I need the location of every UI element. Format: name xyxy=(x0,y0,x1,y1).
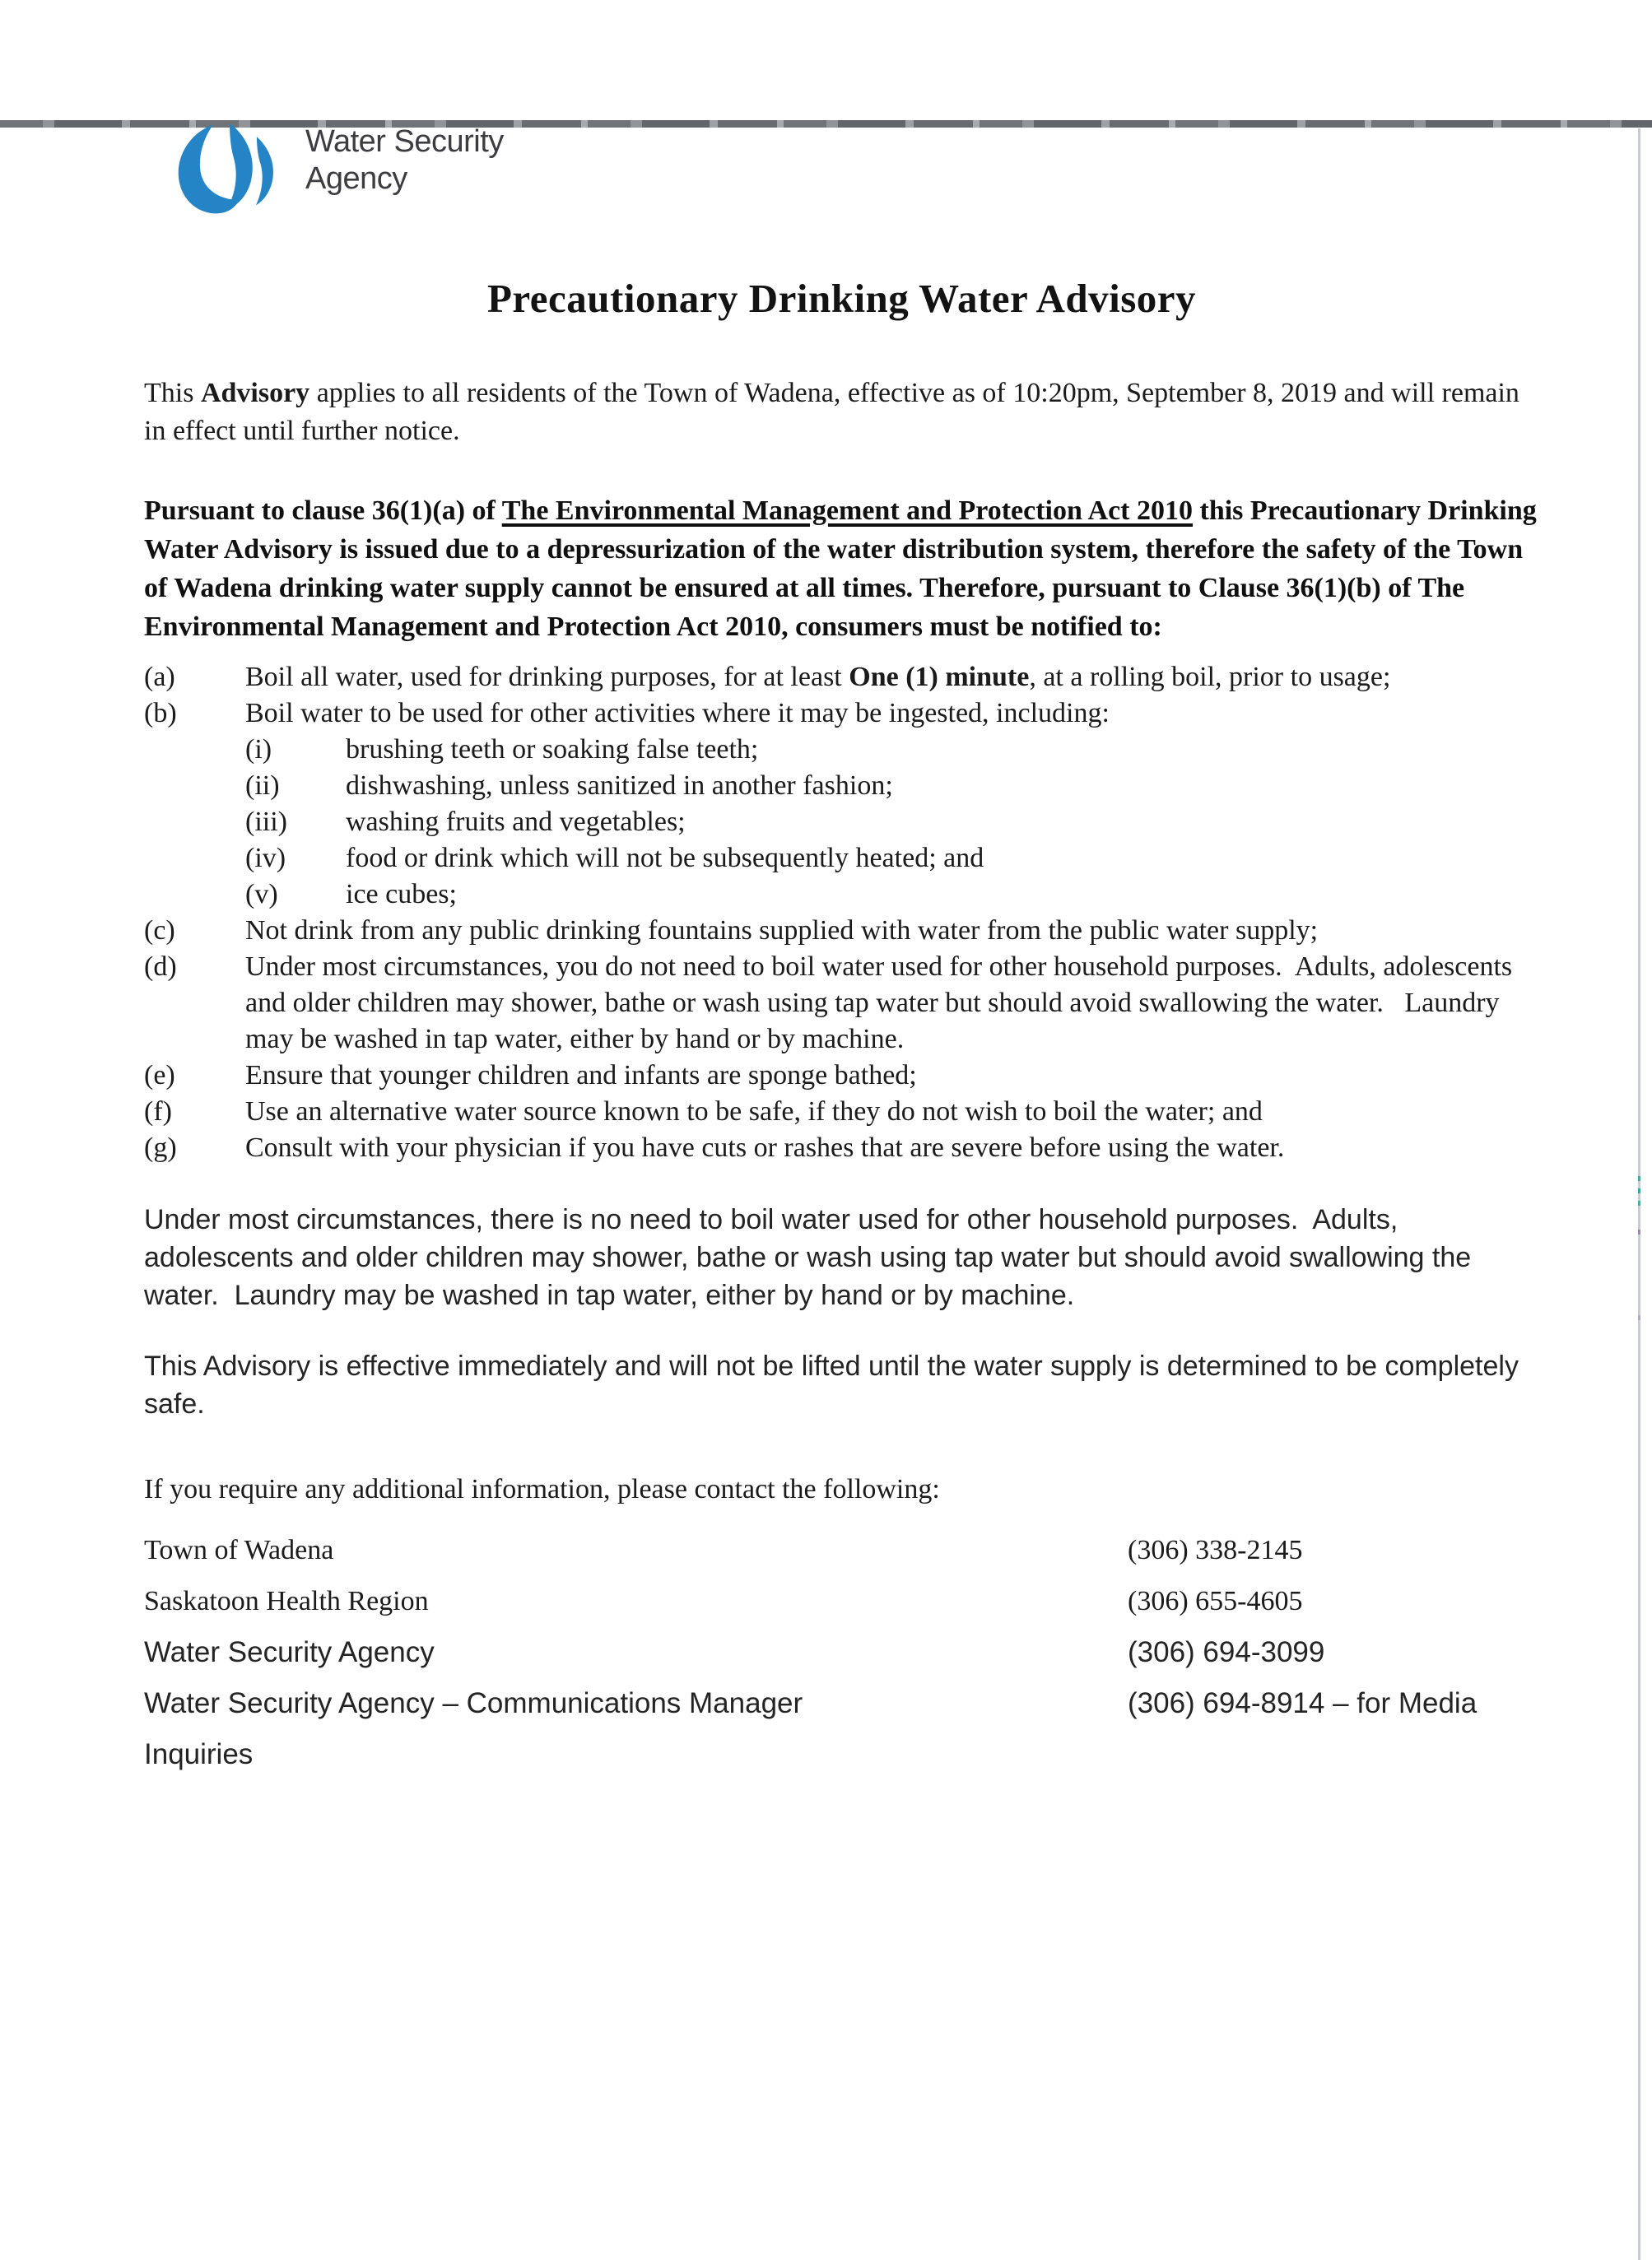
logo-wordmark xyxy=(305,123,504,198)
list-item-bold: One (1) minute xyxy=(849,662,1030,692)
list-item-c xyxy=(144,913,1539,949)
list-item-text: Not drink from any public drinking fountains supplied with water from the public water supply; xyxy=(245,915,1319,946)
list-item-d xyxy=(144,949,1539,1058)
list-marker: (c) xyxy=(144,915,175,946)
list-marker: (f) xyxy=(144,1096,172,1127)
contact-phone: (306) 694-3099 xyxy=(1128,1636,1325,1668)
sub-list-item-text: ice cubes; xyxy=(346,879,457,909)
sub-list-item-iii xyxy=(245,804,1539,840)
list-item-text xyxy=(245,659,1539,695)
list-marker: (b) xyxy=(144,698,177,728)
advisory-list xyxy=(144,659,1539,1166)
mandate-paragraph xyxy=(144,491,1539,646)
list-marker: (d) xyxy=(144,951,177,982)
sub-list-marker: (i) xyxy=(245,734,272,765)
water-droplets-icon xyxy=(167,120,292,226)
list-item-text-pre: Boil all water, used for drinking purposes, for at least xyxy=(245,662,849,692)
intro-text-post: applies to all residents of the Town of Wadena, effective as of 10:20pm, September 8, 2019 and will remain in effect until further notice. xyxy=(144,378,1519,446)
list-item-g xyxy=(144,1130,1539,1166)
contact-name: Town of Wadena xyxy=(144,1535,334,1565)
mandate-text-pre: Pursuant to clause 36(1)(a) of xyxy=(144,495,502,526)
list-marker: (g) xyxy=(144,1132,177,1163)
contact-phone: (306) 338-2145 xyxy=(1128,1535,1303,1565)
scanned-advisory-page xyxy=(0,120,1652,2260)
contact-row-saskatoon-health-region xyxy=(144,1583,1539,1621)
document-title: Precautionary Drinking Water Advisory xyxy=(486,276,1197,321)
sub-list-item-ii xyxy=(245,768,1539,804)
sub-list-item-text: washing fruits and vegetables; xyxy=(346,807,686,837)
list-item-a xyxy=(144,659,1539,695)
sub-list-marker: (ii) xyxy=(245,770,280,801)
sub-list-item-text: brushing teeth or soaking false teeth; xyxy=(346,734,759,765)
list-item-e xyxy=(144,1058,1539,1094)
effective-paragraph: This Advisory is effective immediately and will not be lifted until the water supply is determined to be completely safe. xyxy=(144,1351,1519,1420)
list-item-text: Under most circumstances, you do not need to boil water used for other household purposes. Adults, adolescents and older children may shower, bathe or wash using tap water but should avoid swallowing the water. Laundry may be washed in tap water, either by hand or by machine. xyxy=(245,951,1513,1054)
document-content xyxy=(0,120,1652,1774)
intro-text-pre: This xyxy=(144,378,201,408)
act-title-underlined: The Environmental Management and Protection Act 2010 xyxy=(501,495,1193,526)
contact-list xyxy=(144,1532,1539,1774)
contact-phone: (306) 694-8914 – for Media xyxy=(1128,1687,1477,1719)
sub-list-item-iv xyxy=(245,840,1539,877)
mandate-text-post: this Precautionary Drinking Water Advisory is issued due to a depressurization of the water distribution system, therefore the safety of the Town of Wadena drinking water supply cannot be ensured at all times. Therefore, pursuant to Clause 36(1)(b) of The Environmental Management and Protection Act 2010, consumers must be notified to: xyxy=(144,495,1537,642)
list-item-text: Ensure that younger children and infants are sponge bathed; xyxy=(245,1060,917,1090)
sub-list-marker: (iii) xyxy=(245,807,287,837)
contact-row-communications-manager xyxy=(144,1685,1539,1723)
contact-name: Water Security Agency – Communications Manager xyxy=(144,1687,803,1719)
sub-list-item-text: food or drink which will not be subsequently heated; and xyxy=(346,843,984,873)
list-item-text: Consult with your physician if you have cuts or rashes that are severe before using the water. xyxy=(245,1132,1285,1163)
sub-list-item-i xyxy=(245,732,1539,768)
logo-wordmark-line2: Agency xyxy=(305,161,407,196)
intro-paragraph xyxy=(144,374,1539,450)
list-marker: (a) xyxy=(144,662,175,692)
logo-wordmark-line1: Water Security xyxy=(305,124,504,159)
list-item-text: Boil water to be used for other activities where it may be ingested, including: xyxy=(245,698,1110,728)
contact-name-overflow: Inquiries xyxy=(144,1738,254,1770)
list-item-text-post: , at a rolling boil, prior to usage; xyxy=(1029,662,1391,692)
contact-name: Saskatoon Health Region xyxy=(144,1586,429,1616)
contact-name: Water Security Agency xyxy=(144,1636,435,1668)
contact-row-water-security-agency xyxy=(144,1634,1539,1672)
intro-bold-advisory: Advisory xyxy=(200,378,310,408)
list-item-f xyxy=(144,1094,1539,1130)
list-marker: (e) xyxy=(144,1060,175,1090)
sub-list-marker: (iv) xyxy=(245,843,286,873)
sub-list-item-v xyxy=(245,877,1539,913)
contact-intro-paragraph: If you require any additional information, please contact the following: xyxy=(144,1474,940,1504)
contact-phone: (306) 655-4605 xyxy=(1128,1586,1303,1616)
contact-row-town-of-wadena xyxy=(144,1532,1539,1569)
water-security-agency-logo xyxy=(167,120,1539,226)
list-item-text: Use an alternative water source known to be safe, if they do not wish to boil the water; and xyxy=(245,1096,1263,1127)
household-paragraph: Under most circumstances, there is no need to boil water used for other household purposes. Adults, adolescents and older children may shower, bathe or wash using tap water but should avoid swallowing the water. Laundry may be washed in tap water, either by hand or by machine. xyxy=(144,1204,1472,1311)
sub-list-item-text: dishwashing, unless sanitized in another fashion; xyxy=(346,770,893,801)
list-item-b xyxy=(144,695,1539,732)
sub-list-marker: (v) xyxy=(245,879,278,909)
